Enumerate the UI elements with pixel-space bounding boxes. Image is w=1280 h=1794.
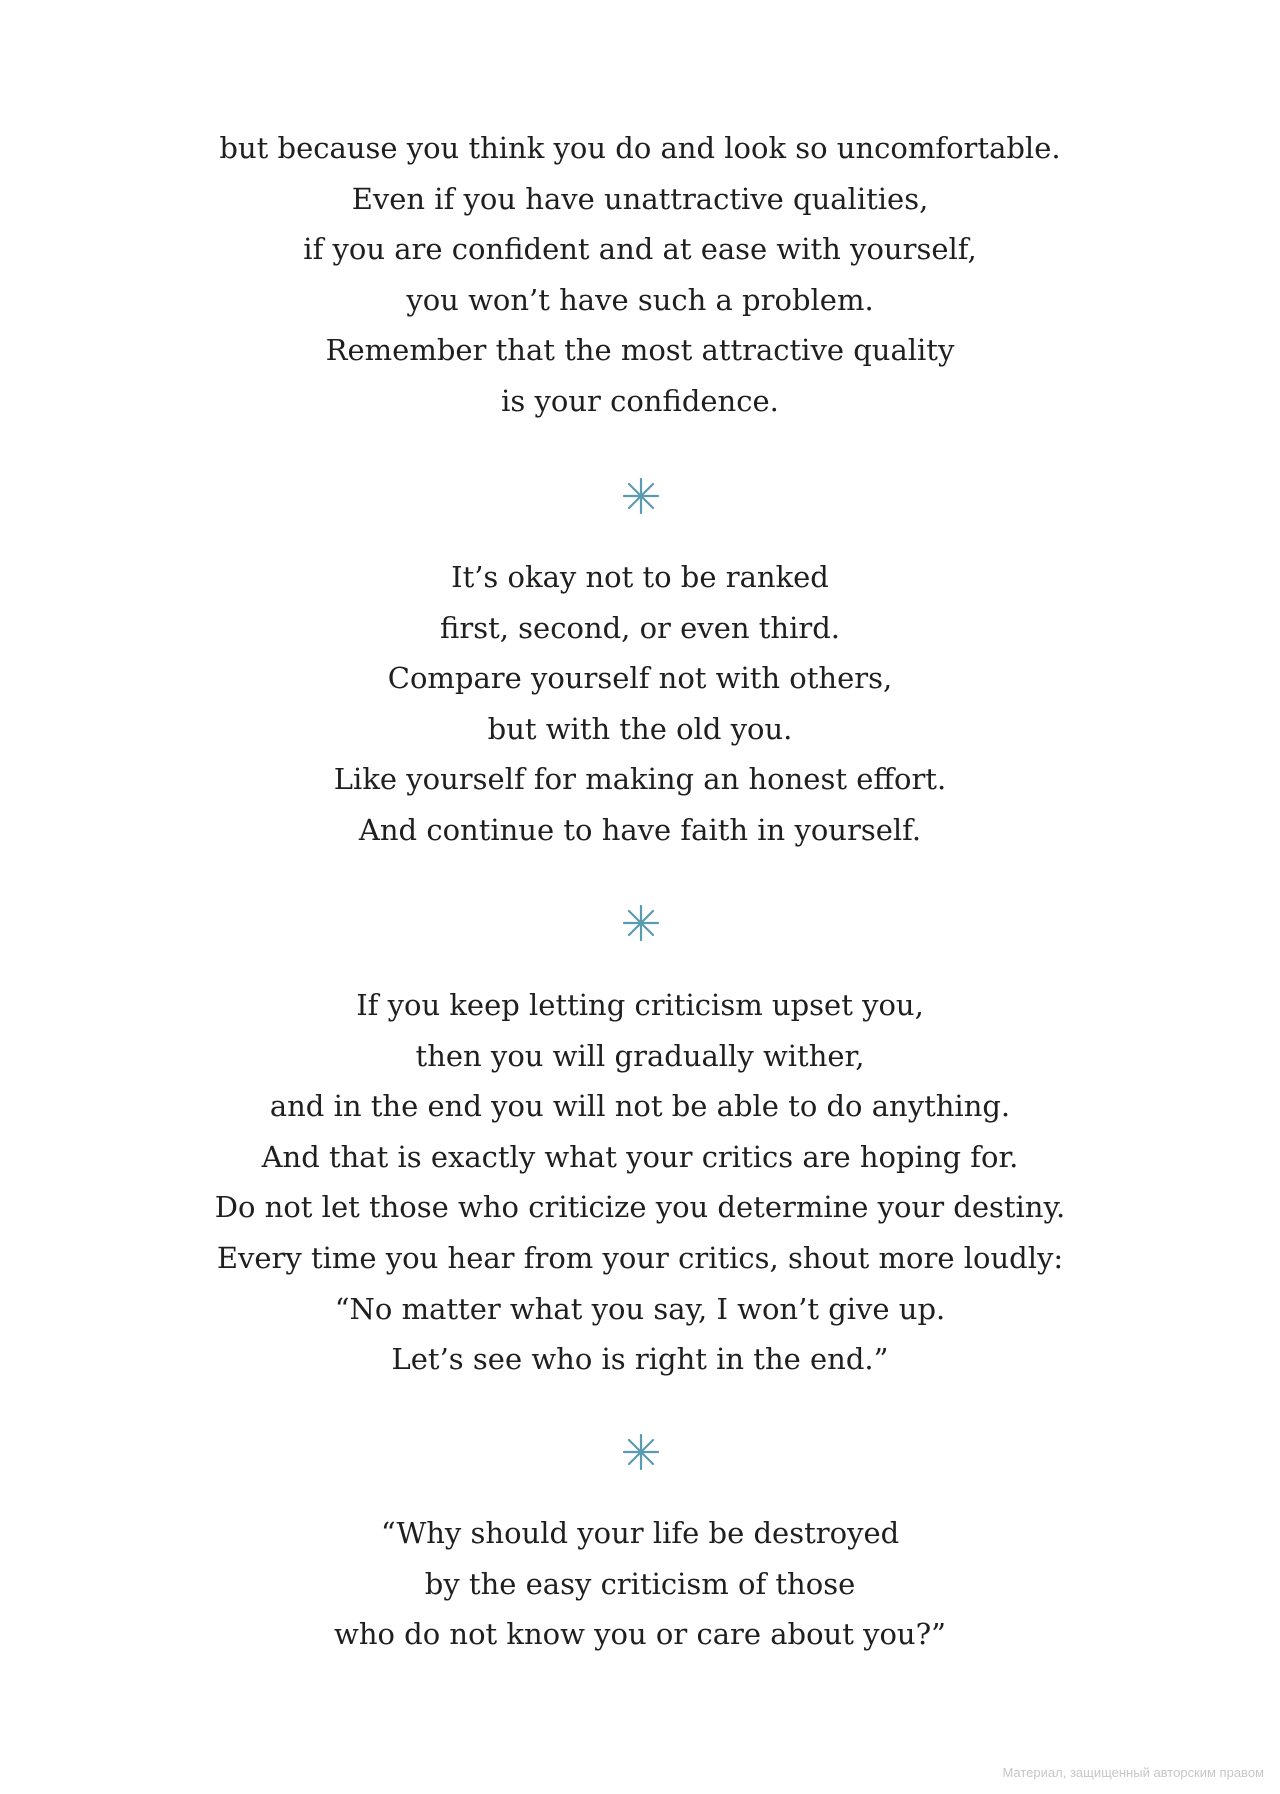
text-line: but with the old you. [487, 711, 793, 746]
text-line: first, second, or even third. [440, 610, 840, 645]
text-line: Like yourself for making an honest effort. [333, 762, 947, 797]
text-line: Remember that the most attractive quality [325, 333, 955, 368]
stanza [0, 1508, 1280, 1660]
text-line: who do not know you or care about you?” [334, 1617, 946, 1652]
text-line: Every time you hear from your critics, shout more loudly: [216, 1240, 1064, 1275]
text-line: but because you think you do and look so uncomfortable. [219, 131, 1061, 165]
text-line: Even if you have unattractive qualities, [351, 181, 929, 216]
text-line: by the easy criticism of those [424, 1566, 856, 1601]
asterisk-star-icon [621, 903, 661, 943]
copyright-watermark: Материал, защищенный авторским правом [1002, 1765, 1264, 1780]
text-line: then you will gradually wither, [415, 1038, 865, 1073]
text-line: If you keep letting criticism upset you, [356, 988, 924, 1022]
stanza [0, 980, 1280, 1385]
text-line: “Why should your life be destroyed [380, 1516, 900, 1550]
text-line: and in the end you will not be able to do anything. [269, 1089, 1011, 1124]
text-line: Let’s see who is right in the end.” [391, 1342, 889, 1377]
text-line: if you are confident and at ease with yourself, [303, 232, 977, 267]
text-line: Do not let those who criticize you determine your destiny. [214, 1190, 1066, 1225]
text-line: Compare yourself not with others, [387, 661, 893, 696]
text-line: is your confidence. [501, 383, 779, 418]
stanza [0, 123, 1280, 427]
text-line: And continue to have faith in yourself. [358, 812, 922, 847]
asterisk-star-icon [621, 476, 661, 516]
stanza [0, 552, 1280, 856]
text-line: “No matter what you say, I won’t give up. [334, 1291, 946, 1326]
text-line: And that is exactly what your critics are hoping for. [261, 1139, 1019, 1174]
text-line: you won’t have such a problem. [406, 282, 874, 317]
asterisk-star-icon [621, 1432, 661, 1472]
text-line: It’s okay not to be ranked [451, 560, 829, 594]
